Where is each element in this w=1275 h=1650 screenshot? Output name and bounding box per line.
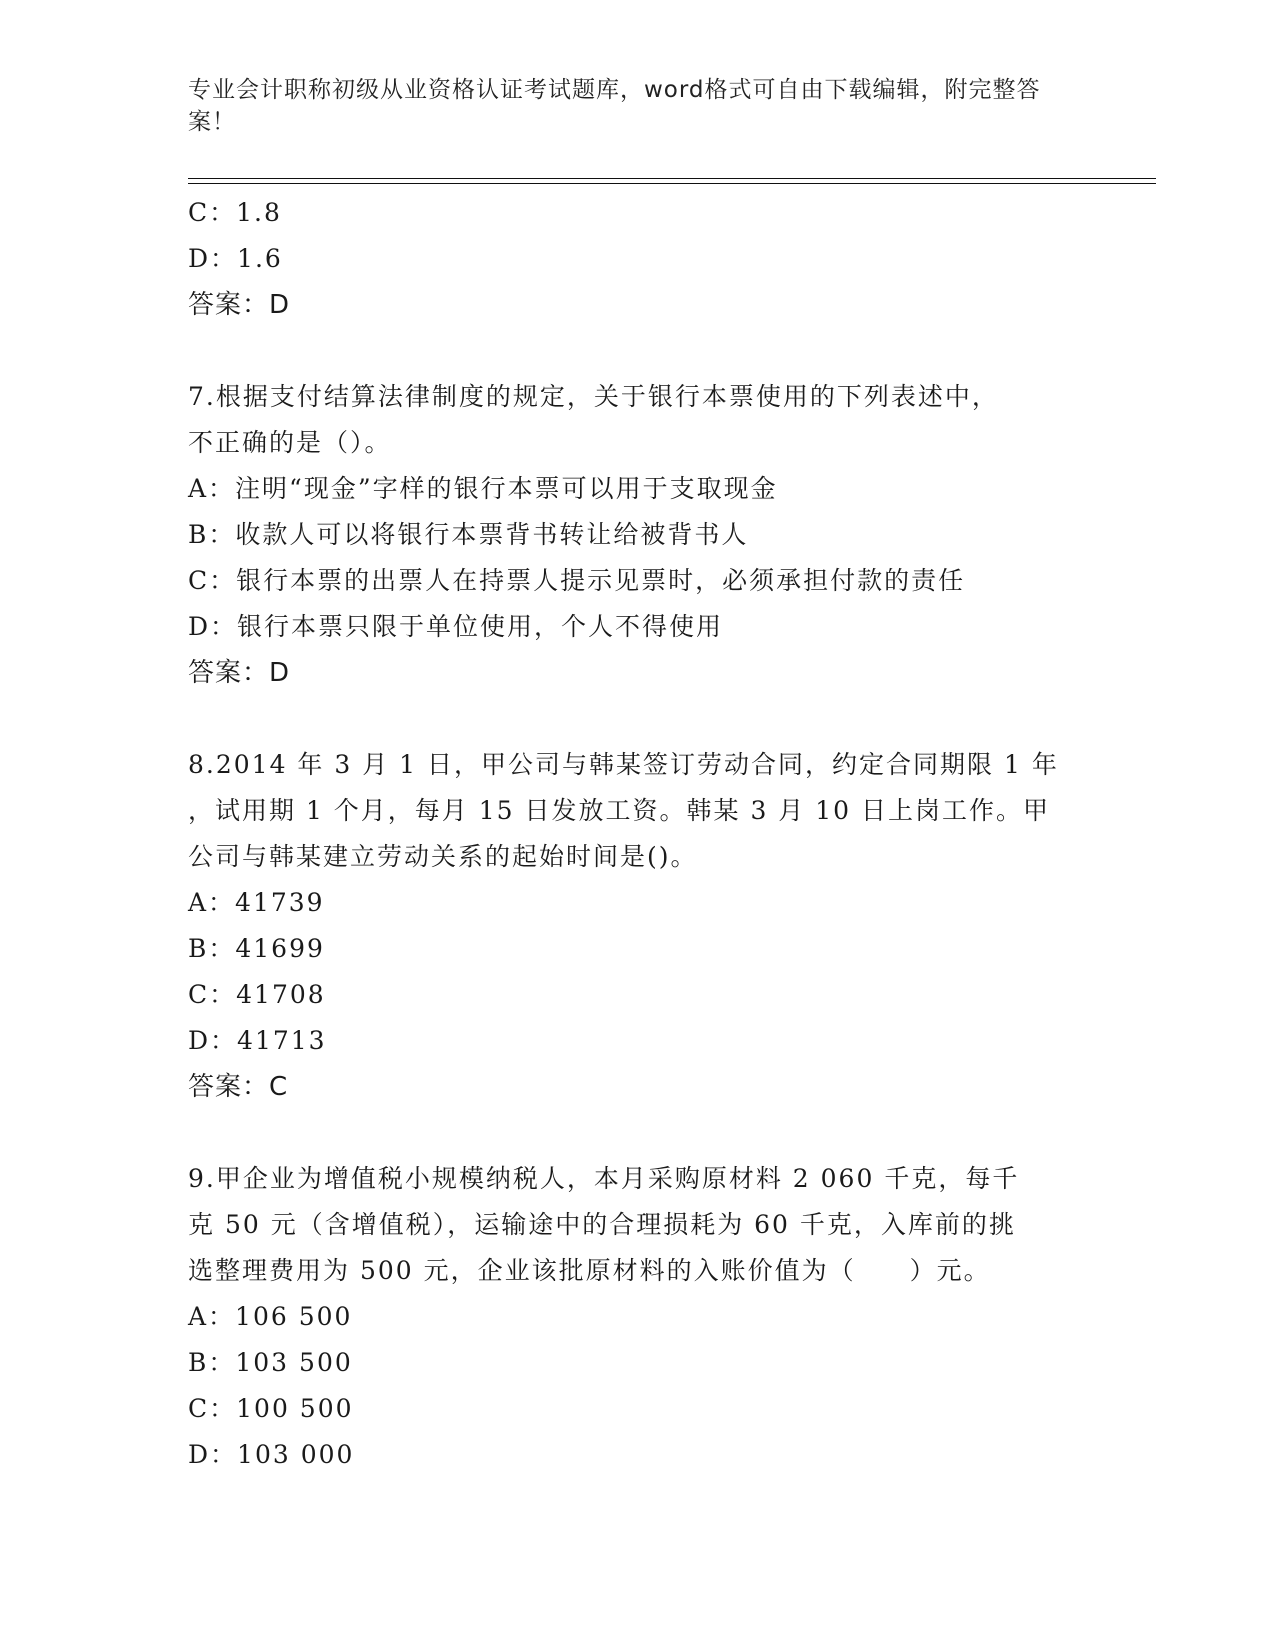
question-text-line: 9.甲企业为增值税小规模纳税人，本月采购原材料 2 060 千克，每千 [188,1164,1020,1193]
option-d: D：41713 [188,1026,327,1055]
question-text-line: 公司与韩某建立劳动关系的起始时间是()。 [188,842,698,871]
question-text-line: 不正确的是（）。 [188,428,392,457]
header-line-2: 案！ [188,109,236,135]
question-6-tail [188,190,1088,328]
question-text-line: ，试用期 1 个月，每月 15 日发放工资。韩某 3 月 10 日上岗工作。甲 [188,796,1051,825]
question-7 [188,374,1088,696]
option-a: A：106 500 [188,1302,353,1331]
option-d: D：1.6 [188,244,283,273]
option-d: D：银行本票只限于单位使用，个人不得使用 [188,612,724,641]
option-d: D：103 000 [188,1440,355,1469]
header-divider-top [188,178,1156,179]
document-body [188,190,1088,1478]
header-divider-bottom [188,183,1156,184]
option-c: C：100 500 [188,1394,354,1423]
spacer [188,1110,1088,1156]
question-text-line: 克 50 元（含增值税），运输途中的合理损耗为 60 千克，入库前的挑 [188,1210,1016,1239]
option-b: B：41699 [188,934,325,963]
question-text-line: 7.根据支付结算法律制度的规定，关于银行本票使用的下列表述中， [188,382,999,411]
header-line-1: 专业会计职称初级从业资格认证考试题库，word格式可自由下载编辑，附完整答 [188,77,1041,103]
option-a: A：注明“现金”字样的银行本票可以用于支取现金 [188,474,778,503]
option-b: B：103 500 [188,1348,353,1377]
spacer [188,328,1088,374]
spacer [188,696,1088,742]
question-8 [188,742,1088,1110]
option-c: C：1.8 [188,198,282,227]
question-text-line: 8.2014 年 3 月 1 日，甲公司与韩某签订劳动合同，约定合同期限 1 年 [188,750,1059,779]
option-a: A：41739 [188,888,325,917]
option-c: C：41708 [188,980,326,1009]
question-9 [188,1156,1088,1478]
question-text-line: 选整理费用为 500 元，企业该批原材料的入账价值为（ ）元。 [188,1256,991,1285]
answer-line: 答案：C [188,1072,289,1102]
answer-line: 答案：D [188,658,291,688]
page-header [188,74,1068,138]
answer-line: 答案：D [188,290,291,320]
option-b: B：收款人可以将银行本票背书转让给被背书人 [188,520,749,549]
option-c: C：银行本票的出票人在持票人提示见票时，必须承担付款的责任 [188,566,966,595]
